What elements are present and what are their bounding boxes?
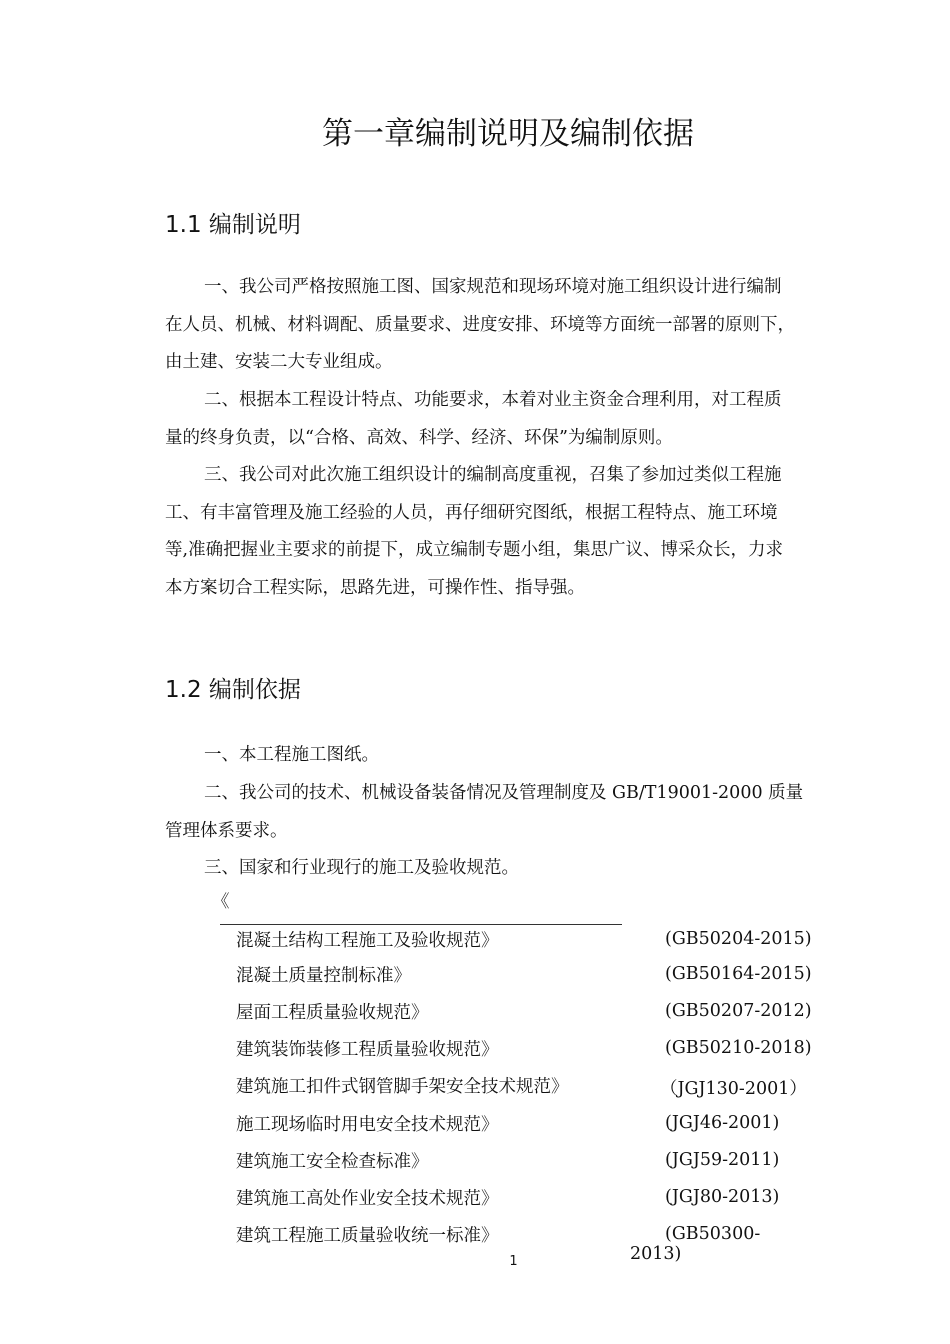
standard-name: 屋面工程质量验收规范》: [236, 1003, 429, 1023]
standard-code: (GB50164-2015): [665, 964, 812, 984]
standard-code: (GB50207-2012): [665, 1001, 812, 1021]
paragraph-line: 一、本工程施工图纸。: [204, 745, 379, 765]
section-heading-1: 1.1 编制说明: [165, 212, 301, 238]
page-title: 第一章编制说明及编制依据: [322, 116, 694, 152]
paragraph-line: 管理体系要求。: [165, 821, 288, 841]
standard-code: (GB50300-: [665, 1224, 761, 1244]
standard-name: 施工现场临时用电安全技术规范》: [236, 1115, 499, 1135]
standard-code: (GB50210-2018): [665, 1038, 812, 1058]
paragraph-line: 在人员、机械、材料调配、质量要求、进度安排、环境等方面统一部署的原则下，: [165, 315, 795, 335]
standard-name: 建筑工程施工质量验收统一标准》: [236, 1226, 499, 1246]
paragraph-line: 工、有丰富管理及施工经验的人员，再仔细研究图纸，根据工程特点、施工环境: [165, 503, 778, 523]
open-bracket: 《: [212, 892, 230, 912]
standard-code: （JGJ130-2001）: [660, 1079, 807, 1099]
paragraph-line: 一、我公司严格按照施工图、国家规范和现场环境对施工组织设计进行编制: [204, 277, 782, 297]
paragraph-line: 三、国家和行业现行的施工及验收规范。: [204, 858, 519, 878]
standard-code: (JGJ80-2013): [665, 1187, 780, 1207]
section-heading-2: 1.2 编制依据: [165, 677, 301, 703]
standard-name: 建筑施工安全检查标准》: [236, 1152, 429, 1172]
standard-name: 建筑施工扣件式钢管脚手架安全技术规范》: [236, 1077, 569, 1097]
paragraph-line: 三、我公司对此次施工组织设计的编制高度重视，召集了参加过类似工程施: [204, 465, 782, 485]
paragraph-line: 由土建、安装二大专业组成。: [165, 352, 393, 372]
page-number: 1: [509, 1254, 518, 1269]
standard-code: (GB50204-2015): [665, 929, 812, 949]
standard-code: (JGJ46-2001): [665, 1113, 780, 1133]
standard-code-continuation: 2013): [630, 1244, 682, 1264]
paragraph-line: 二、我公司的技术、机械设备装备情况及管理制度及 GB/T19001-2000 质量: [204, 783, 804, 803]
paragraph-line: 等,准确把握业主要求的前提下，成立编制专题小组，集思广议、博采众长，力求: [165, 540, 784, 560]
standard-name: 建筑装饰装修工程质量验收规范》: [236, 1040, 499, 1060]
paragraph-line: 二、根据本工程设计特点、功能要求，本着对业主资金合理利用，对工程质: [204, 390, 782, 410]
paragraph-line: 量的终身负责，以“合格、高效、科学、经济、环保”为编制原则。: [165, 428, 673, 448]
standard-name: 建筑施工高处作业安全技术规范》: [236, 1189, 499, 1209]
standard-code: (JGJ59-2011): [665, 1150, 780, 1170]
paragraph-line: 本方案切合工程实际，思路先进，可操作性、指导强。: [165, 578, 585, 598]
standard-name: 混凝土结构工程施工及验收规范》: [236, 931, 499, 951]
standard-name: 混凝土质量控制标准》: [236, 966, 411, 986]
divider-line: [220, 924, 622, 925]
